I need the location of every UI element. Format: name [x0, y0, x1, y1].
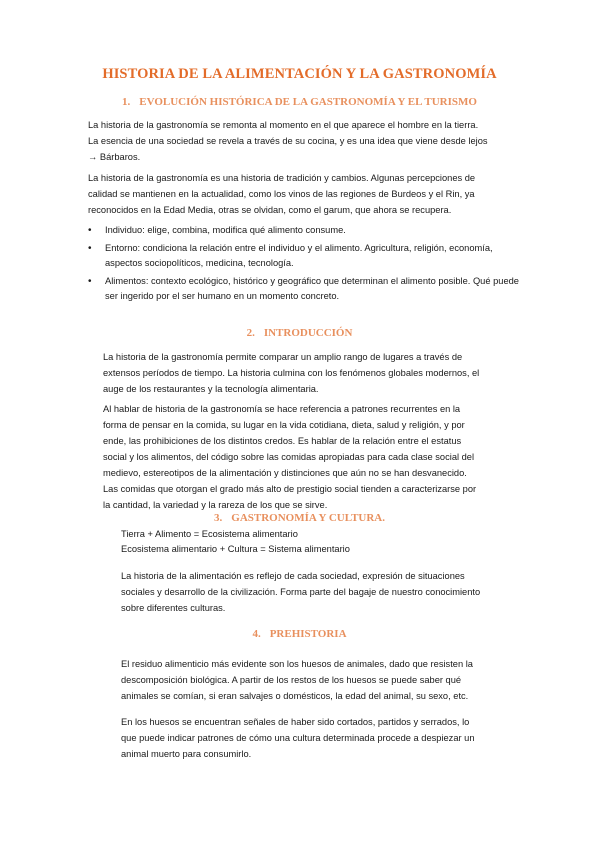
text-line: sociales y desarrollo de la civilización. Forma parte del bagaje de nuestro conocimiento	[121, 587, 481, 597]
section-title: PREHISTORIA	[269, 628, 347, 640]
text-line: animal muerto para consumirlo.	[121, 749, 252, 759]
section-heading-1	[0, 96, 599, 108]
text-line: El residuo alimenticio más evidente son los huesos de animales, dado que resisten la	[121, 659, 473, 669]
section-heading-3	[0, 512, 599, 524]
bullet-icon: •	[88, 242, 92, 254]
text-line: auge de los restaurantes y la tecnología alimentaria.	[103, 384, 319, 394]
section-number: 4.	[252, 628, 261, 640]
equation-ecosistema: Tierra + Alimento = Ecosistema alimentario	[121, 529, 298, 539]
text-line: medievo, estereotipos de la alimentación y distinciones que aún no se han desvanecido.	[103, 468, 467, 478]
text-line: → Bárbaros.	[88, 152, 141, 162]
text-line: En los huesos se encuentran señales de haber sido cortados, partidos y serrados, lo	[121, 717, 470, 727]
section-heading-2	[0, 327, 599, 339]
section-number: 2.	[246, 327, 255, 339]
text-line: Al hablar de historia de la gastronomía se hace referencia a patrones recurrentes en la	[103, 404, 461, 414]
list-item	[88, 274, 528, 305]
list-item-text: Entorno: condiciona la relación entre el individuo y el alimento. Agricultura, religión, economía, aspectos sociopolíticos, medicina, tecnología.	[105, 242, 493, 268]
section-title: INTRODUCCIÓN	[263, 327, 353, 339]
text-line: sobre diferentes culturas.	[121, 603, 226, 613]
list-item-text: Individuo: elige, combina, modifica qué alimento consume.	[105, 225, 346, 235]
text-line: La esencia de una sociedad se revela a través de su cocina, y es una idea que viene desde lejos	[88, 136, 488, 146]
paragraph-s1-1	[88, 117, 538, 165]
bullet-list	[88, 223, 528, 307]
text-line: descomposición biológica. A partir de los restos de los huesos se puede saber qué	[121, 675, 462, 685]
document-title: HISTORIA DE LA ALIMENTACIÓN Y LA GASTRONOMÍA	[102, 66, 497, 82]
text-line: reconocidos en la Edad Media, otras se olvidan, como el garum, que ahora se recupera.	[88, 205, 452, 215]
section-title: EVOLUCIÓN HISTÓRICA DE LA GASTRONOMÍA Y EL TURISMO	[139, 96, 477, 108]
paragraph-s4-2	[121, 714, 541, 762]
section-number: 1.	[122, 96, 131, 108]
list-item	[88, 223, 528, 239]
text-line: calidad se mantienen en la actualidad, como los vinos de las regiones de Burdeos y el Rin, ya	[88, 189, 475, 199]
text-line: la cantidad, la variedad y la rareza de los que se sirve.	[103, 500, 328, 510]
text-line: La historia de la gastronomía se remonta al momento en el que aparece el hombre en la tierra.	[88, 120, 479, 130]
paragraph-s2-1	[103, 349, 543, 397]
list-item-text: Alimentos: contexto ecológico, histórico y geográfico que determinan el alimento posible. Qué puede ser ingerido por el ser humano en un momento concreto.	[105, 275, 519, 301]
text-line: forma de pensar en la comida, su lugar en la vida cotidiana, dieta, salud y religión, y por	[103, 420, 465, 430]
section-number: 3.	[214, 512, 223, 524]
list-item	[88, 241, 528, 272]
paragraph-s4-1	[121, 656, 541, 704]
paragraph-s3-1	[121, 568, 541, 616]
equation-sistema: Ecosistema alimentario + Cultura = Sistema alimentario	[121, 544, 350, 554]
bullet-icon: •	[88, 275, 92, 287]
text-line: extensos períodos de tiempo. La historia culmina con los fenómenos globales modernos, el	[103, 368, 480, 378]
text-line: La historia de la gastronomía permite comparar un amplio rango de lugares a través de	[103, 352, 463, 362]
text-line: que puede indicar patrones de cómo una cultura determinada procede a despiezar un	[121, 733, 475, 743]
text-line: social y los alimentos, del código sobre las comidas apropiadas para cada clase social del	[103, 452, 475, 462]
section-title: GASTRONOMÍA Y CULTURA.	[231, 512, 385, 524]
text-line: La historia de la alimentación es reflejo de cada sociedad, expresión de situaciones	[121, 571, 465, 581]
paragraph-s2-2	[103, 401, 543, 513]
paragraph-s1-2	[88, 170, 538, 218]
text-line: animales se comían, si eran salvajes o domésticos, la edad del animal, su sexo, etc.	[121, 691, 469, 701]
text-line: La historia de la gastronomía es una historia de tradición y cambios. Algunas percepciones de	[88, 173, 476, 183]
bullet-icon: •	[88, 225, 92, 236]
section-heading-4	[0, 628, 599, 640]
text-line: ende, las prohibiciones de los distintos credos. Es hablar de la relación entre el estatus	[103, 436, 462, 446]
text-line: Las comidas que otorgan el grado más alto de prestigio social tienden a caracterizarse por	[103, 484, 477, 494]
